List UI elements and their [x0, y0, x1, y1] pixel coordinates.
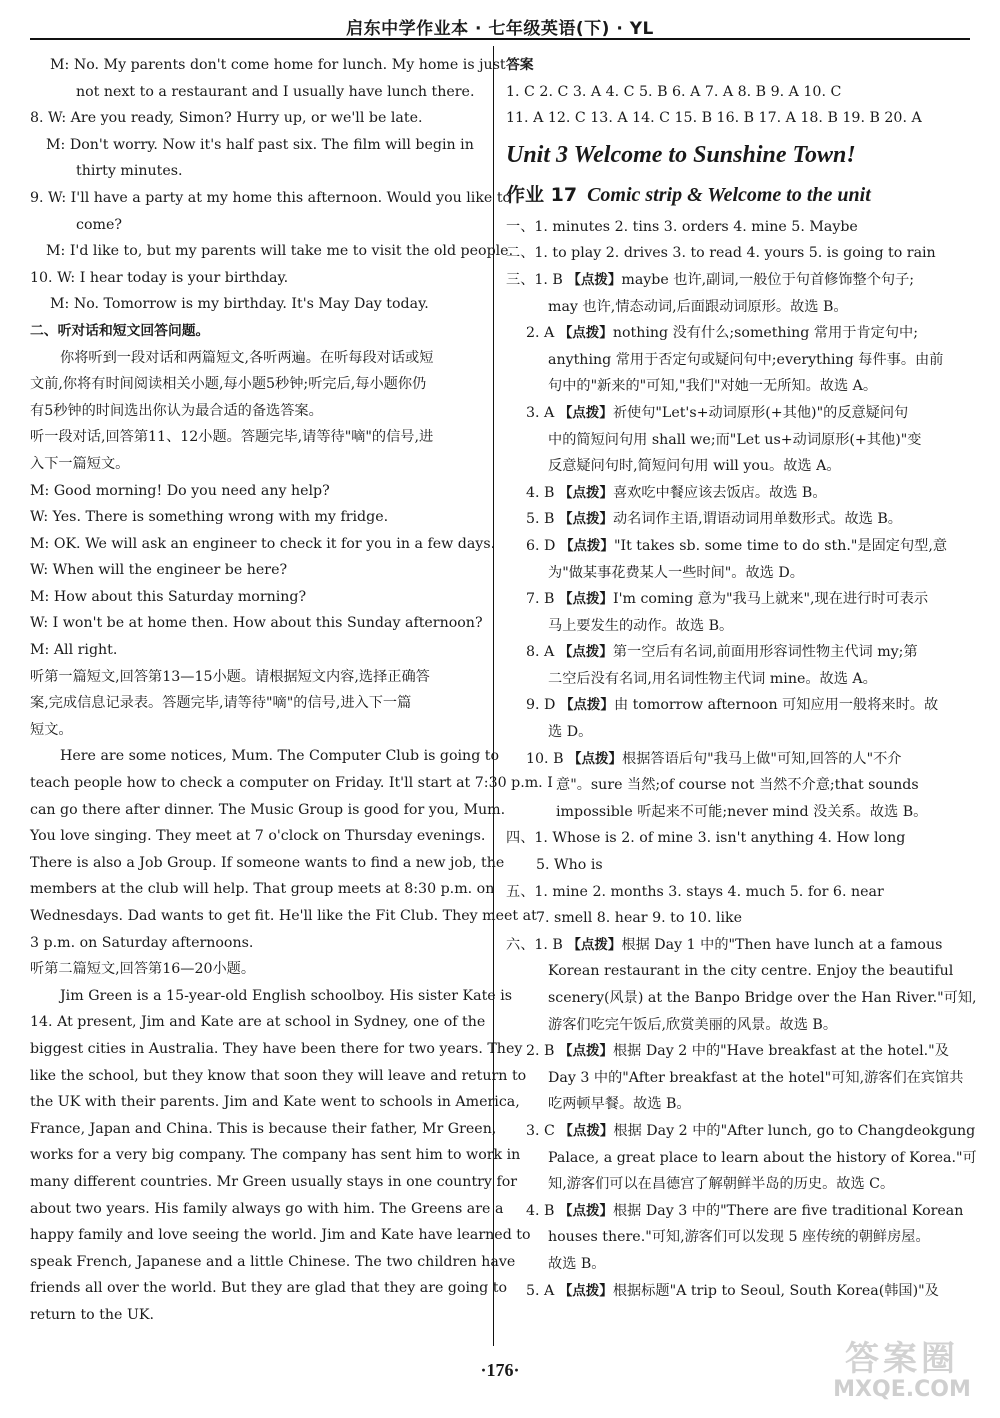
answer-line: 7. smell 8. hear 9. to 10. like — [536, 910, 743, 927]
answer-line: 11. A 12. C 13. A 14. C 15. B 16. B 17. A 18. B 19. B 20. A — [506, 110, 922, 127]
tip-text: 动名词作主语,谓语动词用单数形式。故选 B。 — [612, 511, 902, 528]
tip-label: 【点拨】 — [558, 591, 613, 608]
answer-line: anything 常用于否定句或疑问句中;everything 每件事。由前 — [548, 351, 944, 368]
text-line: M: Good morning! Do you need any help? — [30, 482, 330, 499]
text-line: 听第一篇短文,回答第13—15小题。请根据短文内容,选择正确答 — [30, 668, 430, 685]
answer-line — [506, 506, 952, 533]
tip-text: 根据 Day 3 中的"There are five traditional Korean — [612, 1202, 964, 1219]
answer-line — [506, 480, 952, 507]
text-line: 14. At present, Jim and Kate are at school in Sydney, one of the — [30, 1014, 486, 1031]
answer-line — [506, 639, 952, 666]
text-line: France, Japan and China. This is because their father, Mr Green, — [30, 1120, 497, 1137]
answer-line: Day 3 中的"After breakfast at the hotel"可知,游客们在宾馆共 — [548, 1069, 964, 1086]
answer-key: 3. A — [526, 404, 559, 421]
tip-text: 根据答语后句"我马上做"可知,回答的人"不介 — [622, 750, 902, 767]
answer-line — [506, 1278, 952, 1305]
answer-line — [506, 1038, 952, 1065]
tip-label: 【点拨】 — [558, 1043, 613, 1060]
tip-label: 【点拨】 — [559, 697, 614, 714]
text-line: 听一段对话,回答第11、12小题。答题完毕,请等待"嘀"的信号,进 — [30, 429, 434, 446]
tip-text: 第一空后有名词,前面用形容词性物主代词 my;第 — [612, 644, 918, 661]
answer-line: 5. Who is — [536, 857, 603, 874]
tip-text: 根据 Day 1 中的"Then have lunch at a famous — [621, 936, 943, 953]
answer-key: 5. A — [526, 1282, 559, 1299]
answer-line: 中的简短问句用 shall we;而"Let us+动词原形(+其他)"变 — [548, 431, 922, 448]
watermark — [832, 1340, 972, 1406]
answer-line: 二、1. to play 2. drives 3. to read 4. yours 5. is going to rain — [506, 245, 936, 262]
answer-line: 马上要发生的动作。故选 B。 — [548, 617, 734, 634]
text-line: thirty minutes. — [76, 163, 183, 180]
answer-line: 吃两顿早餐。故选 B。 — [548, 1096, 691, 1113]
answer-key: 4. B — [526, 484, 559, 501]
tip-text: "It takes sb. some time to do sth."是固定句型,意 — [613, 537, 948, 554]
answer-line: 1. C 2. C 3. A 4. C 5. B 6. A 7. A 8. B 9. A 10. C — [506, 83, 842, 100]
text-line: Jim Green is a 15-year-old English schoolboy. His sister Kate is — [60, 987, 513, 1004]
text-line: 入下一篇短文。 — [30, 455, 130, 472]
tip-label: 【点拨】 — [568, 750, 623, 767]
text-line: M: I'd like to, but my parents will take me to visit the old people. — [46, 243, 514, 260]
text-line: M: No. My parents don't come home for lunch. My home is just — [50, 57, 506, 73]
column-divider — [493, 46, 494, 1346]
text-line: about two years. His family always go with him. The Greens are a — [30, 1200, 504, 1217]
tip-text: 喜欢吃中餐应该去饭店。故选 B。 — [612, 484, 827, 501]
text-line: M: Don't worry. Now it's half past six. The film will begin in — [46, 136, 474, 153]
text-line: like the school, but they know that soon they will leave and return to — [30, 1067, 527, 1084]
tip-label: 【点拨】 — [558, 1282, 613, 1299]
text-line: 你将听到一段对话和两篇短文,各听两遍。在听每段对话或短 — [60, 349, 434, 366]
answer-line: 反意疑问句时,简短问句用 will you。故选 A。 — [548, 458, 841, 475]
answer-line: 意"。sure 当然;of course not 当然不介意;that sounds — [556, 777, 919, 794]
tip-text: 根据标题"A trip to Seoul, South Korea(韩国)"及 — [612, 1282, 939, 1299]
answers-heading: 答案 — [506, 57, 534, 73]
answer-line: Korean restaurant in the city centre. Enjoy the beautiful — [548, 963, 954, 980]
text-line: friends all over the world. But they are glad that they are going to — [30, 1280, 508, 1297]
answer-line — [506, 400, 952, 427]
answer-line: 为"做某事花费某人一些时间"。故选 D。 — [548, 564, 804, 581]
answer-line — [506, 586, 952, 613]
homework-topic: Comic strip & Welcome to the unit — [587, 183, 871, 206]
answer-line: may 也许,情态动词,后面跟动词原形。故选 B。 — [548, 298, 848, 315]
text-line: members at the club will help. That group meets at 8:30 p.m. on — [30, 881, 495, 898]
tip-text: nothing 没有什么;something 常用于肯定句中; — [612, 325, 918, 342]
watermark-logo: 答案圈 — [845, 1339, 959, 1379]
tip-label: 【点拨】 — [558, 484, 613, 501]
answer-line — [506, 1118, 976, 1145]
tip-text: 根据 Day 2 中的"After lunch, go to Changdeokgung — [613, 1122, 976, 1139]
text-line: 3 p.m. on Saturday afternoons. — [30, 934, 254, 951]
text-line: 10. W: I hear today is your birthday. — [30, 269, 289, 286]
answer-line — [506, 932, 952, 959]
text-line: teach people how to check a computer on Friday. It'll start at 7:30 p.m. I — [30, 775, 553, 792]
text-line: the UK with their parents. Jim and Kate went to schools in America, — [30, 1094, 520, 1111]
text-line: come? — [76, 216, 122, 233]
answer-line — [506, 1198, 964, 1225]
tip-label: 【点拨】 — [558, 325, 613, 342]
text-line: 短文。 — [30, 721, 73, 738]
text-line: Here are some notices, Mum. The Computer Club is going to — [60, 748, 500, 765]
tip-label: 【点拨】 — [558, 1202, 613, 1219]
text-line: W: When will the engineer be here? — [30, 562, 288, 579]
header-rule — [30, 38, 970, 40]
tip-text: I'm coming 意为"我马上就来",现在进行时可表示 — [612, 591, 929, 608]
answer-line: 四、1. Whose is 2. of mine 3. isn't anything 4. How long — [506, 830, 906, 847]
text-line: works for a very big company. The company has sent him to work in — [30, 1147, 521, 1164]
answer-line — [506, 746, 952, 773]
tip-label: 【点拨】 — [567, 936, 622, 953]
answer-key: 5. B — [526, 511, 559, 528]
tip-label: 【点拨】 — [559, 537, 614, 554]
answer-line — [506, 320, 952, 347]
text-line: M: All right. — [30, 642, 118, 659]
answer-line — [506, 692, 952, 719]
answer-line: 五、1. mine 2. months 3. stays 4. much 5. for 6. near — [506, 883, 884, 900]
answer-line: 选 D。 — [548, 724, 593, 741]
answer-line: 句中的"新来的"可知,"我们"对她一无所知。故选 A。 — [548, 378, 878, 395]
text-line: W: Yes. There is something wrong with my fridge. — [30, 509, 389, 526]
text-line: W: I won't be at home then. How about this Sunday afternoon? — [30, 615, 483, 632]
text-line: speak French, Japanese and a little Chinese. The two children have — [30, 1253, 516, 1270]
answer-line: Palace, a great place to learn about the history of Korea."可 — [548, 1149, 977, 1166]
section-heading: 二、听对话和短文回答问题。 — [30, 322, 210, 339]
page-number: ·176· — [480, 1360, 520, 1380]
text-line: 有5秒钟的时间选出你认为最合适的备选答案。 — [30, 402, 323, 419]
watermark-url: MXQE.COM — [833, 1377, 971, 1402]
text-line: can go there after dinner. The Music Group is good for you, Mum. — [30, 801, 506, 818]
answer-line: 故选 B。 — [548, 1255, 606, 1272]
answer-key: 10. B — [526, 750, 569, 767]
page-header: 启东中学作业本 · 七年级英语(下) · YL — [346, 19, 654, 39]
answer-key: 8. A — [526, 644, 559, 661]
tip-label: 【点拨】 — [559, 1122, 614, 1139]
answer-line: 游客们吃完午饭后,欣赏美丽的风景。故选 B。 — [548, 1016, 838, 1033]
answer-key: 9. D — [526, 697, 560, 714]
answer-key: 2. A — [526, 325, 559, 342]
text-line: 文前,你将有时间阅读相关小题,每小题5秒钟;听完后,每小题你仍 — [30, 376, 427, 393]
answer-line — [506, 267, 952, 294]
tip-label: 【点拨】 — [558, 644, 613, 661]
text-line: biggest cities in Australia. They have been there for two years. They — [30, 1040, 523, 1057]
text-line: Wednesdays. Dad wants to get fit. He'll like the Fit Club. They meet at — [30, 908, 537, 924]
text-line: M: How about this Saturday morning? — [30, 588, 307, 605]
answer-line — [506, 533, 952, 560]
answer-line: impossible 听起来不可能;never mind 没关系。故选 B。 — [556, 803, 928, 820]
answer-key: 三、1. B — [506, 271, 568, 288]
homework-number: 作业 17 — [506, 183, 578, 206]
tip-label: 【点拨】 — [558, 511, 613, 528]
answer-key: 7. B — [526, 591, 559, 608]
answer-key: 4. B — [526, 1202, 559, 1219]
answer-line: houses there."可知,游客们可以发现 5 座传统的朝鲜房屋。 — [548, 1229, 930, 1246]
text-line: M: No. Tomorrow is my birthday. It's May Day today. — [50, 296, 429, 313]
text-line: many different countries. Mr Green usually stays in one country for — [30, 1173, 518, 1190]
answer-key: 3. C — [526, 1122, 560, 1139]
text-line: 8. W: Are you ready, Simon? Hurry up, or we'll be late. — [30, 110, 423, 127]
tip-text: 由 tomorrow afternoon 可知应用一般将来时。故 — [613, 697, 939, 714]
text-line: You love singing. They meet at 7 o'clock on Thursday evenings. — [30, 828, 486, 845]
unit-title: Unit 3 Welcome to Sunshine Town! — [506, 141, 856, 168]
text-line: 案,完成信息记录表。答题完毕,请等待"嘀"的信号,进入下一篇 — [30, 695, 412, 712]
tip-text: maybe 也许,副词,一般位于句首修饰整个句子; — [621, 271, 915, 288]
text-line: There is also a Job Group. If someone wants to find a new job, the — [30, 854, 505, 871]
tip-text: 根据 Day 2 中的"Have breakfast at the hotel."及 — [612, 1043, 949, 1060]
answer-key: 六、1. B — [506, 936, 568, 953]
text-line: return to the UK. — [30, 1306, 155, 1323]
right-column — [506, 52, 977, 1304]
answer-key: 2. B — [526, 1043, 559, 1060]
answer-line: 一、1. minutes 2. tins 3. orders 4. mine 5. Maybe — [506, 218, 858, 235]
answer-line: 知,游客们可以在昌德宫了解朝鲜半岛的历史。故选 C。 — [548, 1176, 895, 1193]
tip-label: 【点拨】 — [558, 404, 613, 421]
text-line: M: OK. We will ask an engineer to check it for you in a few days. — [30, 535, 496, 552]
answer-key: 6. D — [526, 537, 560, 554]
answer-line: scenery(风景) at the Banpo Bridge over the Han River."可知, — [548, 990, 977, 1006]
tip-text: 祈使句"Let's+动词原形(+其他)"的反意疑问句 — [612, 404, 909, 421]
tip-label: 【点拨】 — [567, 271, 622, 288]
text-line: 9. W: I'll have a party at my home this afternoon. Would you like to — [30, 189, 512, 206]
text-line: happy family and love seeing the world. Jim and Kate have learned to — [30, 1227, 531, 1244]
homework-title — [506, 180, 952, 210]
text-line: 听第二篇短文,回答第16—20小题。 — [30, 961, 256, 978]
answer-line: 二空后没有名词,用名词性物主代词 mine。故选 A。 — [548, 670, 877, 687]
text-line: not next to a restaurant and I usually have lunch there. — [76, 83, 475, 100]
